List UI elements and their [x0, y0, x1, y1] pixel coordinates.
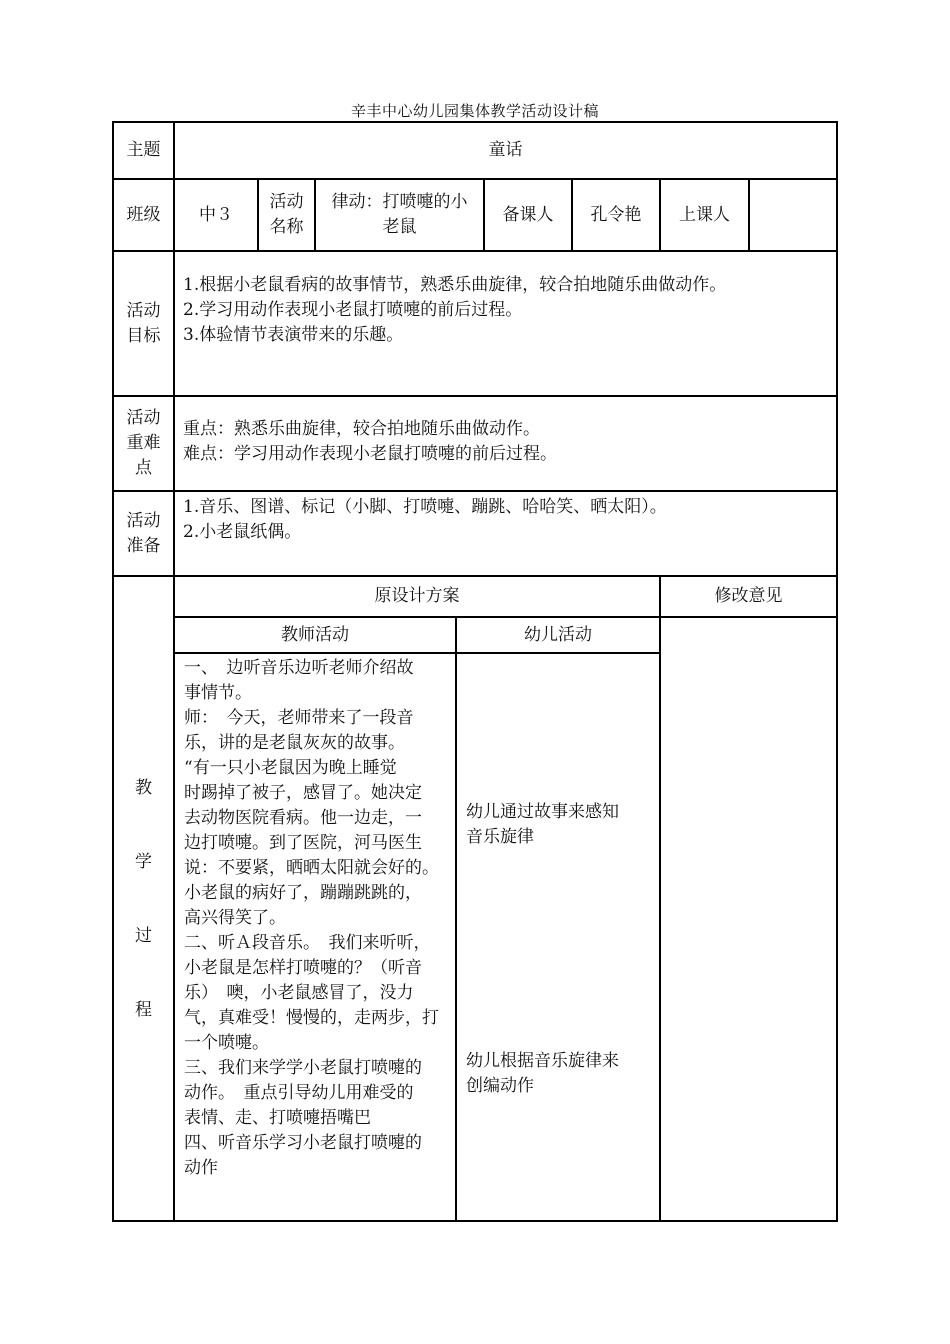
teacher-line: 高兴得笑了。	[184, 908, 286, 928]
teacher-line: 去动物医院看病。他一边走，一	[184, 808, 422, 828]
process-label	[114, 577, 173, 1220]
teacher-label: 上课人	[679, 204, 730, 225]
theme-label: 主题	[126, 140, 161, 160]
teacher-line: 一、 边听音乐边听老师介绍故	[184, 658, 414, 678]
document-title: 辛丰中心幼儿园集体教学活动设计稿	[350, 102, 599, 120]
process-label-char: 学	[135, 852, 152, 872]
goal-item: 2.学习用动作表现小老鼠打喷嚏的前后过程。	[183, 300, 523, 320]
child-activity-1: 幼儿通过故事来感知 音乐旋律	[466, 802, 619, 847]
class-value: 中３	[199, 204, 233, 225]
process-label-char: 教	[135, 778, 152, 798]
process-label-char: 过	[135, 926, 152, 946]
revision-header: 修改意见	[714, 586, 783, 606]
teacher-line: 小老鼠的病好了，蹦蹦跳跳的，	[184, 883, 422, 903]
preparation-label: 活动 准备	[126, 510, 161, 556]
teacher-line: 二、听Ａ段音乐。 我们来听听，	[184, 933, 431, 953]
theme-value: 童话	[488, 140, 523, 160]
revision-notes	[661, 618, 836, 1220]
teacher-line: 事情节。	[184, 683, 252, 703]
goal-item: 1.根据小老鼠看病的故事情节，熟悉乐曲旋律，较合拍地随乐曲做动作。	[183, 275, 727, 295]
teacher-line: 乐，讲的是老鼠灰灰的故事。	[184, 733, 405, 753]
preparation-item: 2.小老鼠纸偶。	[183, 522, 302, 542]
preparation-item: 1.音乐、图谱、标记（小脚、打喷嚏、蹦跳、哈哈笑、晒太阳）。	[183, 497, 667, 517]
teacher-line: 气，真难受！慢慢的，走两步，打	[184, 1008, 439, 1028]
teacher-line: 动作	[184, 1158, 218, 1178]
class-label: 班级	[126, 204, 161, 225]
goals-list	[183, 273, 833, 348]
teacher-line: 时踢掉了被子，感冒了。她决定	[184, 783, 422, 803]
teacher-line: 师： 今天，老师带来了一段音	[184, 708, 414, 728]
activity-name-label: 活动 名称	[269, 192, 304, 237]
preparation-list	[183, 495, 833, 545]
process-label-char: 程	[135, 1000, 152, 1020]
goals-label: 活动 目标	[126, 300, 161, 346]
key-points-list	[183, 417, 833, 467]
teacher-line: “有一只小老鼠因为晚上睡觉	[184, 758, 397, 778]
activity-name-value: 律动：打喷嚏的小 老鼠	[331, 192, 468, 237]
key-points-label: 活动 重难 点	[126, 408, 161, 478]
teacher-activity-header: 教师活动	[281, 624, 349, 645]
preparer-label: 备课人	[502, 204, 554, 225]
teacher-line: 动作。 重点引导幼儿用难受的	[184, 1083, 414, 1103]
child-activity-2: 幼儿根据音乐旋律来 创编动作	[466, 1051, 619, 1096]
teacher-line: 四、听音乐学习小老鼠打喷嚏的	[184, 1133, 422, 1153]
teacher-line: 一个喷嚏。	[184, 1033, 269, 1053]
original-plan-header: 原设计方案	[374, 586, 460, 606]
teacher-line: 三、我们来学学小老鼠打喷嚏的	[184, 1058, 422, 1078]
teacher-line: 说：不要紧，晒晒太阳就会好的。	[184, 858, 439, 878]
goal-item: 3.体验情节表演带来的乐趣。	[183, 325, 404, 345]
preparer-value: 孔令艳	[590, 204, 642, 225]
child-activity-header: 幼儿活动	[524, 624, 592, 645]
key-point-item: 难点：学习用动作表现小老鼠打喷嚏的前后过程。	[183, 444, 557, 464]
key-point-item: 重点：熟悉乐曲旋律，较合拍地随乐曲做动作。	[183, 419, 540, 439]
teacher-line: 表情、走、打喷嚏捂嘴巴	[184, 1108, 371, 1128]
teacher-line: 乐） 噢，小老鼠感冒了，没力	[184, 983, 414, 1003]
teacher-line: 边打喷嚏。到了医院，河马医生	[184, 833, 422, 853]
teacher-value	[750, 180, 836, 250]
teacher-activity-text	[184, 656, 454, 1181]
teacher-line: 小老鼠是怎样打喷嚏的？（听音	[184, 958, 422, 978]
